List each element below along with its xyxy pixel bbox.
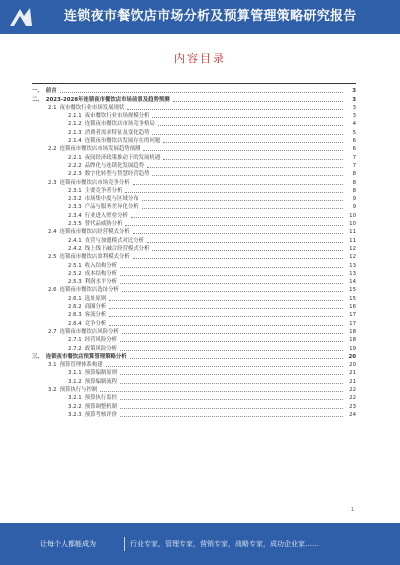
toc-entry-number: 2.2 <box>48 146 57 153</box>
toc-entry-title: 连锁夜市餐饮店市场竞争格局 <box>84 121 155 128</box>
toc-entry-page: 21 <box>349 378 356 385</box>
toc-entry-title: 预算管理体系构建 <box>59 362 103 369</box>
toc-entry-page: 20 <box>349 362 356 369</box>
toc-entry[interactable] <box>32 277 356 285</box>
footer-divider <box>124 537 125 551</box>
toc-entry-page: 15 <box>349 287 356 294</box>
toc-entry-number: 2.3.1 <box>68 187 82 194</box>
toc-leader-dots <box>142 208 343 209</box>
toc-leader-dots <box>120 341 343 342</box>
toc-entry-page: 18 <box>349 328 356 335</box>
toc-leader-dots <box>143 150 343 151</box>
toc-entry[interactable] <box>32 269 356 277</box>
toc-entry-title: 客流分析 <box>84 312 107 319</box>
toc-entry-number: 2.3.4 <box>68 212 82 219</box>
toc-entry-number: 2.7 <box>48 328 57 335</box>
toc-entry[interactable] <box>32 177 356 185</box>
toc-leader-dots <box>106 366 343 367</box>
page-number: 1 <box>350 507 354 513</box>
toc-entry-title: 预算调整机制 <box>84 403 118 410</box>
toc-leader-dots <box>131 217 343 218</box>
toc-entry-number: 2.6.3 <box>68 312 82 319</box>
top-banner <box>0 0 400 34</box>
bottom-banner <box>0 523 400 565</box>
toc-entry-number: 2.7.1 <box>68 337 82 344</box>
toc-entry-page: 8 <box>352 171 356 178</box>
toc-entry[interactable] <box>32 94 356 102</box>
toc-leader-dots <box>142 200 343 201</box>
toc-entry[interactable] <box>32 310 356 318</box>
toc-heading: 内容目录 <box>174 52 226 65</box>
toc-entry-title: 预算编制原则 <box>84 370 118 377</box>
toc-entry[interactable] <box>32 343 356 351</box>
toc-entry-page: 20 <box>348 353 356 360</box>
toc-leader-dots <box>120 350 343 351</box>
toc-entry-number: 2.3 <box>48 179 57 186</box>
toc-entry-title: 夜市餐饮行业市场发展现状 <box>59 104 125 111</box>
toc-entry-page: 13 <box>349 270 356 277</box>
toc-leader-dots <box>120 399 343 400</box>
toc-entry[interactable] <box>32 252 356 260</box>
toc-leader-dots <box>125 192 343 193</box>
toc-entry-title: 竞争分析 <box>84 320 107 327</box>
toc-entry-page: 3 <box>352 96 356 103</box>
toc-leader-dots <box>173 101 343 102</box>
toc-entry-page: 11 <box>349 237 356 244</box>
toc-leader-dots <box>133 258 343 259</box>
toc-entry-number: 2.3.2 <box>68 196 82 203</box>
toc-entry-title: 替代品威胁分析 <box>84 221 123 228</box>
toc-entry-title: 前言 <box>45 88 57 95</box>
toc-entry-title: 商圈分析 <box>84 304 107 311</box>
toc-entry-title: 预算执行与控制 <box>59 386 98 393</box>
toc-entry-title: 预算执行监控 <box>84 395 118 402</box>
toc-entry-number: 2.3.5 <box>68 221 82 228</box>
toc-leader-dots <box>158 125 343 126</box>
toc-leader-dots <box>130 358 343 359</box>
toc-entry-number: 一、 <box>32 88 43 95</box>
toc-entry-page: 9 <box>352 204 356 211</box>
toc-entry-number: 2.6 <box>48 287 57 294</box>
toc-entry[interactable] <box>32 285 356 293</box>
toc-entry-page: 14 <box>349 279 356 286</box>
toc-entry-number: 2.5.3 <box>68 279 82 286</box>
toc-entry[interactable] <box>32 335 356 343</box>
toc-entry-title: 消费者需求特征及变化趋势 <box>84 129 150 136</box>
table-of-contents <box>32 86 356 506</box>
toc-leader-dots <box>147 167 343 168</box>
toc-entry[interactable] <box>32 327 356 335</box>
toc-entry[interactable] <box>32 360 356 368</box>
toc-entry-number: 2.2.2 <box>68 162 82 169</box>
toc-entry-title: 预算考核评价 <box>84 411 118 418</box>
toc-entry-title: 连锁夜市餐饮店市场发展趋势预测 <box>59 146 141 153</box>
toc-entry-page: 18 <box>349 337 356 344</box>
toc-entry-page: 22 <box>349 386 356 393</box>
toc-entry-title: 成本结构分析 <box>84 270 118 277</box>
toc-leader-dots <box>133 184 343 185</box>
toc-leader-dots <box>122 333 343 334</box>
toc-entry-number: 2.5.2 <box>68 270 82 277</box>
toc-entry-title: 夜间经济政策推动下的发展机遇 <box>84 154 161 161</box>
toc-entry-number: 2.4.2 <box>68 245 82 252</box>
toc-entry-number: 3.1.1 <box>68 370 82 377</box>
toc-entry-number: 2.2.1 <box>68 154 82 161</box>
toc-entry-page: 16 <box>349 304 356 311</box>
toc-entry-title: 连锁夜市餐饮店盈利模式分析 <box>59 254 130 261</box>
toc-entry-title: 连锁夜市餐饮店风险分析 <box>59 328 119 335</box>
toc-leader-dots <box>122 291 343 292</box>
toc-entry[interactable] <box>32 227 356 235</box>
toc-leader-dots <box>163 142 343 143</box>
toc-leader-dots <box>127 109 343 110</box>
toc-entry[interactable] <box>32 376 356 384</box>
toc-entry-number: 3.2.3 <box>68 411 82 418</box>
toc-entry[interactable] <box>32 103 356 111</box>
toc-entry[interactable] <box>32 302 356 310</box>
toc-leader-dots <box>152 250 343 251</box>
toc-entry-page: 7 <box>352 154 356 161</box>
toc-entry-page: 21 <box>349 370 356 377</box>
footer-slogan: 让每个人都能成为 <box>40 540 96 548</box>
toc-entry-title: 连锁夜市餐饮店发展存在的问题 <box>84 138 161 145</box>
toc-entry-number: 2.2.3 <box>68 171 82 178</box>
toc-entry-number: 2.1 <box>48 104 57 111</box>
toc-entry[interactable] <box>32 161 356 169</box>
toc-leader-dots <box>109 325 343 326</box>
toc-leader-dots <box>147 242 343 243</box>
toc-entry[interactable] <box>32 293 356 301</box>
toc-entry[interactable] <box>32 210 356 218</box>
toc-entry-page: 12 <box>349 254 356 261</box>
toc-entry-number: 2.6.1 <box>68 295 82 302</box>
toc-entry[interactable] <box>32 318 356 326</box>
toc-entry-number: 二、 <box>32 96 43 103</box>
toc-leader-dots <box>133 233 343 234</box>
toc-leader-dots <box>152 134 343 135</box>
toc-entry-page: 13 <box>349 262 356 269</box>
toc-leader-dots <box>120 416 343 417</box>
toc-entry-page: 10 <box>349 221 356 228</box>
toc-entry-title: 经营风险分析 <box>84 337 118 344</box>
toc-entry-page: 15 <box>349 295 356 302</box>
toc-entry[interactable] <box>32 368 356 376</box>
toc-entry-number: 2.3.3 <box>68 204 82 211</box>
toc-leader-dots <box>152 175 343 176</box>
toc-entry-number: 三、 <box>32 353 43 360</box>
toc-entry-number: 2.4.1 <box>68 237 82 244</box>
toc-entry-title: 2023-2028年连锁夜市餐饮店市场前景及趋势预测 <box>45 96 170 103</box>
toc-entry-page: 7 <box>352 162 356 169</box>
toc-leader-dots <box>120 267 343 268</box>
toc-entry-number: 2.1.2 <box>68 121 82 128</box>
toc-entry-title: 预算编制流程 <box>84 378 118 385</box>
toc-entry[interactable] <box>32 244 356 252</box>
toc-leader-dots <box>120 408 343 409</box>
toc-entry[interactable] <box>32 235 356 243</box>
toc-entry-page: 23 <box>349 403 356 410</box>
toc-entry-title: 连锁夜市餐饮店经营模式分析 <box>59 229 130 236</box>
toc-entry-page: 8 <box>352 187 356 194</box>
toc-entry[interactable] <box>32 86 356 94</box>
toc-entry[interactable] <box>32 136 356 144</box>
toc-entry[interactable] <box>32 186 356 194</box>
toc-entry-number: 2.1.3 <box>68 129 82 136</box>
toc-entry-title: 市场集中度与区域分布 <box>84 196 139 203</box>
toc-entry[interactable] <box>32 119 356 127</box>
toc-entry-page: 17 <box>349 320 356 327</box>
toc-entry-number: 2.7.2 <box>68 345 82 352</box>
toc-entry-title: 行业进入壁垒分析 <box>84 212 128 219</box>
toc-entry-page: 10 <box>349 212 356 219</box>
toc-entry-page: 19 <box>349 345 356 352</box>
toc-entry-number: 3.1 <box>48 362 57 369</box>
toc-entry-title: 夜市餐饮行业市场规模分析 <box>84 113 150 120</box>
toc-entry[interactable] <box>32 202 356 210</box>
toc-entry[interactable] <box>32 144 356 152</box>
toc-leader-dots <box>60 92 343 93</box>
toc-entry-title: 直营与加盟模式对比分析 <box>84 237 145 244</box>
toc-entry-number: 2.6.2 <box>68 304 82 311</box>
toc-entry-number: 2.6.4 <box>68 320 82 327</box>
toc-entry-page: 3 <box>352 88 356 95</box>
toc-entry-page: 6 <box>352 146 356 153</box>
toc-entry[interactable] <box>32 385 356 393</box>
toc-entry-page: 22 <box>349 395 356 402</box>
toc-entry[interactable] <box>32 393 356 401</box>
toc-entry[interactable] <box>32 219 356 227</box>
toc-entry-number: 3.2.1 <box>68 395 82 402</box>
toc-entry[interactable] <box>32 152 356 160</box>
toc-entry-title: 收入结构分析 <box>84 262 118 269</box>
toc-entry-page: 3 <box>352 104 356 111</box>
toc-entry[interactable] <box>32 401 356 409</box>
toc-leader-dots <box>120 383 343 384</box>
toc-entry-title: 选址原则 <box>84 295 107 302</box>
toc-divider <box>32 83 356 84</box>
toc-leader-dots <box>109 316 343 317</box>
toc-entry-page: 8 <box>352 179 356 186</box>
toc-leader-dots <box>109 300 343 301</box>
toc-entry-page: 6 <box>352 138 356 145</box>
toc-entry-number: 3.2 <box>48 386 57 393</box>
toc-entry-title: 数字化转型与智慧经营趋势 <box>84 171 150 178</box>
toc-leader-dots <box>163 159 343 160</box>
toc-entry-number: 2.5 <box>48 254 57 261</box>
toc-entry-title: 连锁夜市餐饮店选址分析 <box>59 287 119 294</box>
toc-entry-page: 9 <box>352 196 356 203</box>
toc-leader-dots <box>125 225 343 226</box>
footer-tagline: 行业专家，管理专家，营销专家，战略专家，成功企业家…… <box>130 540 319 548</box>
report-title: 连锁夜市餐饮店市场分析及预算管理策略研究报告 <box>64 9 357 24</box>
toc-entry-page: 5 <box>352 129 356 136</box>
toc-entry-page: 4 <box>352 121 356 128</box>
toc-entry-title: 政策风险分析 <box>84 345 118 352</box>
toc-entry-title: 线上线下融合经营模式分析 <box>84 245 150 252</box>
toc-entry[interactable] <box>32 127 356 135</box>
toc-entry-title: 连锁夜市餐饮店预算管理策略分析 <box>45 353 127 360</box>
toc-leader-dots <box>109 308 343 309</box>
toc-entry-number: 3.1.2 <box>68 378 82 385</box>
toc-entry-number: 3.2.2 <box>68 403 82 410</box>
toc-entry[interactable] <box>32 194 356 202</box>
toc-entry-number: 2.5.1 <box>68 262 82 269</box>
toc-entry-page: 17 <box>349 312 356 319</box>
toc-entry-title: 品牌化与连锁化发展趋势 <box>84 162 145 169</box>
toc-leader-dots <box>100 391 343 392</box>
toc-entry[interactable] <box>32 111 356 119</box>
toc-leader-dots <box>120 283 343 284</box>
toc-entry[interactable] <box>32 352 356 360</box>
toc-entry[interactable] <box>32 260 356 268</box>
toc-entry-number: 2.1.4 <box>68 138 82 145</box>
toc-leader-dots <box>120 374 343 375</box>
toc-entry-page: 24 <box>349 411 356 418</box>
toc-entry-title: 产品与服务差异化分析 <box>84 204 139 211</box>
toc-entry-title: 连锁夜市餐饮店市场竞争分析 <box>59 179 130 186</box>
toc-entry-page: 11 <box>349 229 356 236</box>
logo-icon <box>8 6 34 28</box>
toc-leader-dots <box>152 117 343 118</box>
toc-leader-dots <box>120 275 343 276</box>
toc-entry-title: 利润水平分析 <box>84 279 118 286</box>
toc-entry[interactable] <box>32 410 356 418</box>
toc-entry-number: 2.1.1 <box>68 113 82 120</box>
toc-entry-title: 主要竞争者分析 <box>84 187 123 194</box>
toc-entry-page: 12 <box>349 245 356 252</box>
toc-entry-number: 2.4 <box>48 229 57 236</box>
toc-entry-page: 3 <box>352 113 356 120</box>
toc-entry[interactable] <box>32 169 356 177</box>
